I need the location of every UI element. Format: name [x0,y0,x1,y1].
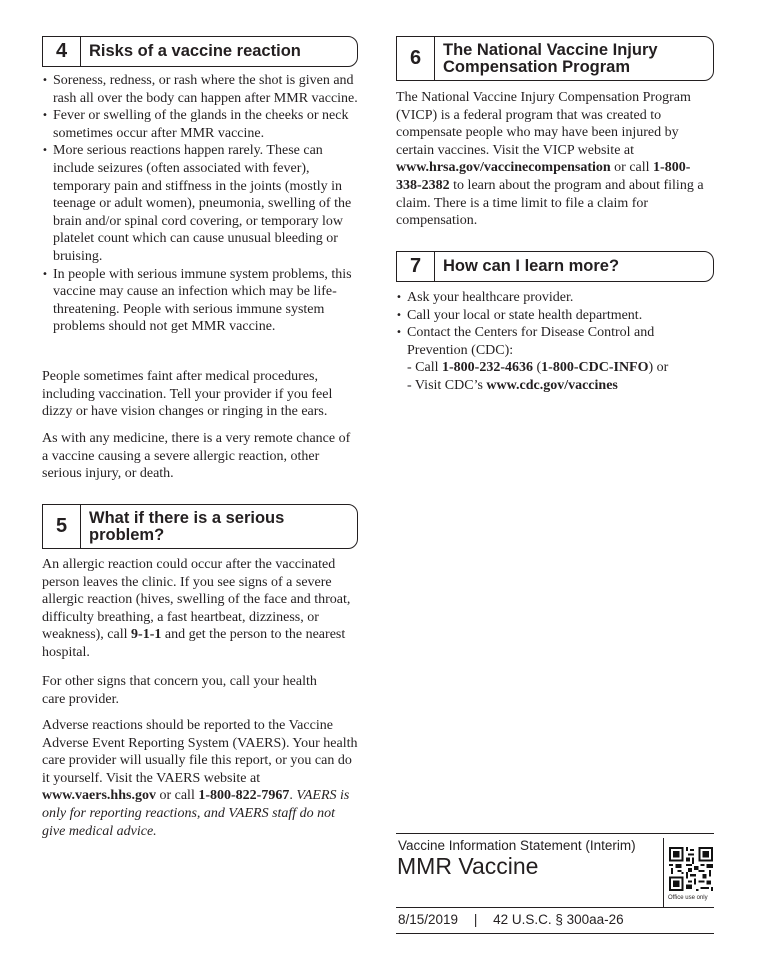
dash-call: - Call [407,360,442,376]
vaers-text: Adverse reactions should be reported to the Vaccine Adverse Event Reporting System (VAERS). Your health care provider will usually file this report, or you can do it yourself. Visit the VAERS website at [42,718,358,786]
emergency-number: 9-1-1 [131,627,162,643]
vaers-disclaimer: VAERS is only for reporting reactions, and VAERS staff do not give medical advice. [42,788,350,839]
vicp-link[interactable]: www.hrsa.gov/vaccinecompensation [396,160,611,176]
footer-separator: | [473,912,478,927]
section-5-other-signs-paragraph: For other signs that concern you, call your health care provider. [42,674,317,707]
section-4-bullet-list [42,72,358,336]
section-4-number: 4 [43,37,81,66]
footer-vaccine-title: MMR Vaccine [397,853,539,879]
list-item: • More serious reactions happen rarely. These can include seizures (often associated with fever), temporary pain and stiffness in the joints (mostly in teenage or adult women), pneumonia, swelling of the brain and/or spinal cord covering, or temporary low platelet count which can cause unusual bleeding or bruising. [42,142,358,265]
section-7-list [396,289,714,395]
section-5-p1-end: and get the person to the nearest hospital. [42,627,346,660]
cdc-website-line [396,377,714,395]
list-item: • Contact the Centers for Disease Control and Prevention (CDC): [396,324,714,359]
list-item: • Ask your healthcare provider. [396,289,714,307]
section-5-number: 5 [43,505,81,548]
section-4-allergy-paragraph: As with any medicine, there is a very remote chance of a vaccine causing a severe allergic reaction, other serious injury, or death. [42,431,351,482]
section-5-allergic-paragraph [42,556,358,662]
vicp-text-mid: or call [610,160,654,176]
cdc-phone-line [396,359,714,377]
vicp-text: The National Vaccine Injury Compensation Program (VICP) is a federal program that was created to compensate people who may have been injured by certain vaccines. Visit the VICP website at [396,90,691,158]
section-7-number: 7 [397,252,435,281]
dash-paren: ( [533,360,542,376]
section-5-title: What if there is a serious problem? [89,508,285,544]
list-item: • Fever or swelling of the glands in the cheeks or neck sometimes occur after MMR vaccine. [42,107,358,142]
cdc-phone: 1-800-232-4636 [442,360,533,376]
section-7-title: How can I learn more? [443,257,620,275]
footer-bottom-rule [396,933,714,934]
section-6-number: 6 [397,37,435,80]
vicp-text-end: to learn about the program and about filing a claim. There is a time limit to file a claim for compensation. [396,177,704,229]
footer-subtitle: Vaccine Information Statement (Interim) [398,838,636,853]
dash-visit: - Visit CDC’s [407,377,487,393]
section-5-header [42,504,358,549]
dash-or: ) or [648,360,669,376]
footer-date: 8/15/2019 [398,912,459,927]
footer-citation: 42 U.S.C. § 300aa-26 [493,912,624,927]
footer-date-line [398,912,624,927]
vicp-phone: 1-800-338-2382 [396,160,691,193]
section-7-header [396,251,714,282]
cdc-link[interactable]: www.cdc.gov/vaccines [486,377,618,393]
footer-mid-rule [396,907,714,908]
vaers-text-mid: or call [155,788,199,804]
office-use-label: Office use only [668,895,708,901]
section-6-title: The National Vaccine Injury Compensation Program [443,40,658,76]
section-4-header [42,36,358,67]
section-5-p1-text: An allergic reaction could occur after the vaccinated person leaves the clinic. If you see signs of a severe allergic reaction (hives, swelling of the face and throat, difficulty breathing, a fast heartbeat, dizziness, or weakness), call [42,557,351,643]
office-use-box [663,838,715,908]
list-item: • In people with serious immune system problems, this vaccine may cause an infection which may be life-threatening. People with serious immune system problems should not get MMR vaccine. [42,266,358,336]
section-6-vicp-paragraph [396,89,712,230]
footer-top-rule [396,833,714,834]
cdc-info-phone: 1-800-CDC-INFO [541,360,649,376]
qr-code-icon [669,847,713,891]
list-item: • Soreness, redness, or rash where the shot is given and rash all over the body can happen after MMR vaccine. [42,72,358,107]
list-item: • Call your local or state health department. [396,307,714,325]
vaers-period: . [289,788,297,804]
section-4-title: Risks of a vaccine reaction [89,42,301,60]
section-6-header [396,36,714,81]
section-5-vaers-paragraph [42,717,358,840]
section-4-fainting-paragraph: People sometimes faint after medical procedures, including vaccination. Tell your provider if you feel dizzy or have vision changes or ringing in the ears. [42,369,333,420]
vaers-phone: 1-800-822-7967 [198,788,290,804]
vaers-link[interactable]: www.vaers.hhs.gov [42,788,156,804]
